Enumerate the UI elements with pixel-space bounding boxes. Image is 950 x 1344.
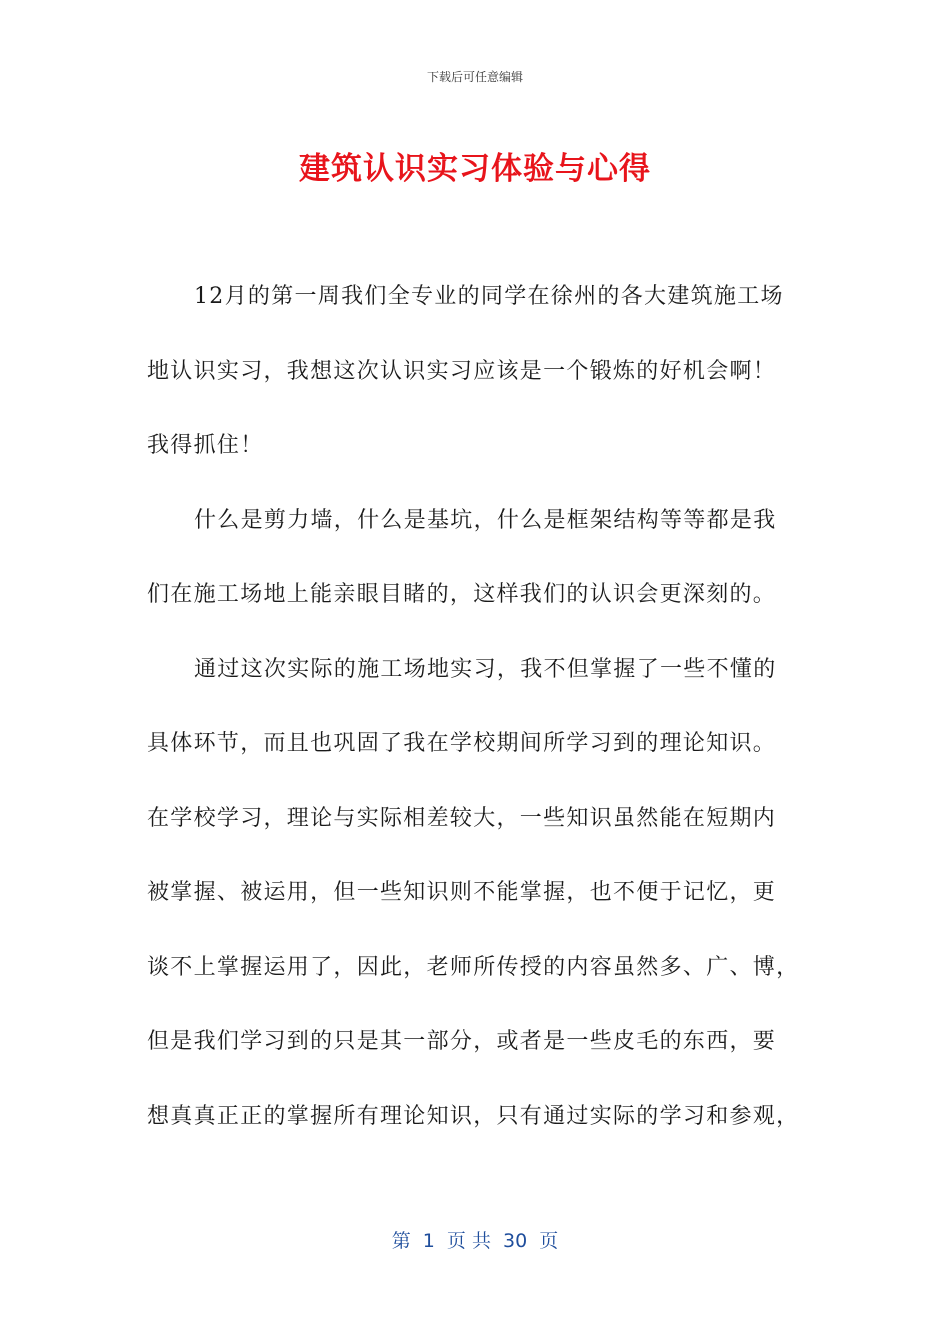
paragraph-line: 通过这次实际的施工场地实习，我不但掌握了一些不懂的 [194, 656, 777, 682]
paragraph-line: 被掌握、被运用，但一些知识则不能掌握，也不便于记忆，更 [147, 880, 777, 905]
paragraph-line: 我得抓住！ [147, 433, 264, 458]
document-body [147, 273, 807, 1167]
page-number-footer: 第 1 页 共 30 页 [391, 1230, 559, 1252]
paragraph-line: 但是我们学习到的只是其一部分，或者是一些皮毛的东西，要 [147, 1029, 777, 1054]
paragraph-line: 12月的第一周我们全专业的同学在徐州的各大建筑施工场 [194, 284, 784, 309]
paragraph-line: 具体环节，而且也巩固了我在学校期间所学习到的理论知识。 [147, 731, 777, 756]
paragraph-line: 地认识实习，我想这次认识实习应该是一个锻炼的好机会啊！ [147, 358, 777, 384]
paragraph-line: 想真真正正的掌握所有理论知识，只有通过实际的学习和参观， [147, 1103, 800, 1129]
page-header-note: 下载后可任意编辑 [426, 70, 523, 84]
paragraph-line: 们在施工场地上能亲眼目睹的，这样我们的认识会更深刻的。 [147, 582, 777, 607]
document-title: 建筑认识实习体验与心得 [299, 151, 651, 187]
paragraph-line: 谈不上掌握运用了，因此，老师所传授的内容虽然多、广、博， [147, 954, 800, 980]
paragraph-line: 在学校学习，理论与实际相差较大，一些知识虽然能在短期内 [147, 805, 777, 831]
paragraph-line: 什么是剪力墙，什么是基坑，什么是框架结构等等都是我 [194, 507, 777, 533]
